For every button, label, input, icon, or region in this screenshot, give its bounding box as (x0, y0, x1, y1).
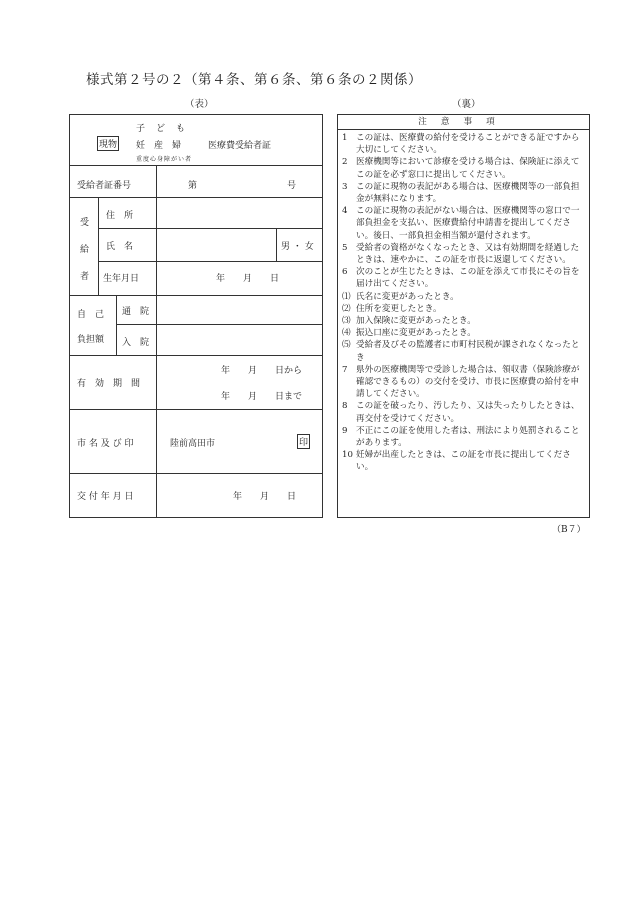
note-item: 7 県外の医療機関等で受診した場合は、領収書（保険診療が確認できるもの）の交付を受け、市長に医療費の給付を申請してください。 (342, 364, 580, 400)
header-disabled: 重度心身障がい者 (136, 156, 193, 163)
form-code: （B７） (552, 525, 586, 535)
city-seal-label: 市 名 及 び 印 (77, 439, 134, 449)
address-label: 住 所 (106, 211, 134, 221)
front-side-label: （表） (185, 99, 214, 110)
note-subitem: ⑸ 受給者及びその監護者に市町村民税が課されなくなったとき (342, 340, 580, 363)
inpatient-label: 入 院 (122, 338, 150, 348)
recipient-number-prefix: 第 (188, 181, 198, 191)
note-subitem: ⑶ 加入保険に変更があったとき。 (342, 316, 476, 327)
recipient-label-2: 給 (80, 245, 90, 255)
note-subitem: ⑷ 振込口座に変更があったとき。 (342, 328, 476, 339)
note-item: 5 受給者の資格がなくなったとき、又は有効期間を経過したときは、速やかに、この証を市長に返還してください。 (342, 242, 580, 266)
recipient-label-3: 者 (80, 272, 90, 282)
validity-label: 有 効 期 間 (77, 379, 141, 389)
note-item: 1 この証は、医療費の給付を受けることができる証ですから大切にしてください。 (342, 133, 580, 156)
sex-field: 男 ・ 女 (281, 242, 314, 252)
header-children: 子 ど も (136, 124, 187, 134)
recipient-number-suffix: 号 (287, 181, 297, 191)
birthdate-field: 年 月 日 (216, 274, 280, 284)
genbutsu-box: 現物 (97, 136, 119, 151)
certificate-front (69, 114, 323, 518)
note-item: 4 この証に現物の表記がない場合は、医療機関等の窓口で一部負担金を支払い、医療費給付申請書を提出してください。後日、一部負担金相当額が還付されます。 (342, 206, 580, 241)
notes-list (342, 132, 585, 474)
outpatient-label: 通 院 (122, 307, 150, 317)
note-item: 8 この証を破ったり、汚したり、又は失ったりしたときは、再交付を受けてください。 (342, 401, 580, 424)
note-subitem: ⑵ 住所を変更したとき。 (342, 303, 442, 314)
certificate-back (337, 114, 590, 518)
self-pay-label-2: 負担額 (77, 335, 105, 345)
note-item: 3 この証に現物の表記がある場合は、医療機関等の一部負担金が無料になります。 (342, 181, 580, 205)
name-label: 氏 名 (106, 242, 134, 252)
validity-from: 年 月 日から (221, 366, 303, 376)
header-pregnant: 妊 産 婦 (136, 141, 182, 151)
issue-date-label: 交 付 年 月 日 (77, 492, 134, 502)
note-item: 9 不正にこの証を使用した者は、刑法により処罰されることがあります。 (342, 425, 580, 449)
notes-heading: 注意事項 (338, 115, 589, 130)
header-certificate-name: 医療費受給者証 (208, 141, 272, 151)
note-item: 10 妊婦が出産したときは、この証を市長に提出してください。 (342, 450, 571, 473)
validity-to: 年 月 日まで (221, 392, 303, 402)
birthdate-label: 生年月日 (103, 274, 140, 284)
note-subitem: ⑴ 氏名に変更があったとき。 (342, 291, 459, 302)
note-item: 2 医療機関等において診療を受ける場合は、保険証に添えてこの証を必ず窓口に提出してください。 (342, 157, 580, 180)
city-name: 陸前高田市 (170, 439, 216, 449)
note-item: 6 次のことが生じたときは、この証を添えて市長にその旨を届け出てください。 (342, 267, 580, 290)
form-title: 様式第２号の２（第４条、第６条、第６条の２関係） (86, 72, 422, 88)
recipient-label-1: 受 (80, 218, 90, 228)
self-pay-label-1: 自 己 (77, 310, 105, 320)
back-side-label: （裏） (452, 99, 481, 110)
seal-mark: 印 (297, 434, 310, 449)
recipient-number-label: 受給者証番号 (77, 181, 132, 191)
issue-date-field: 年 月 日 (233, 492, 297, 502)
